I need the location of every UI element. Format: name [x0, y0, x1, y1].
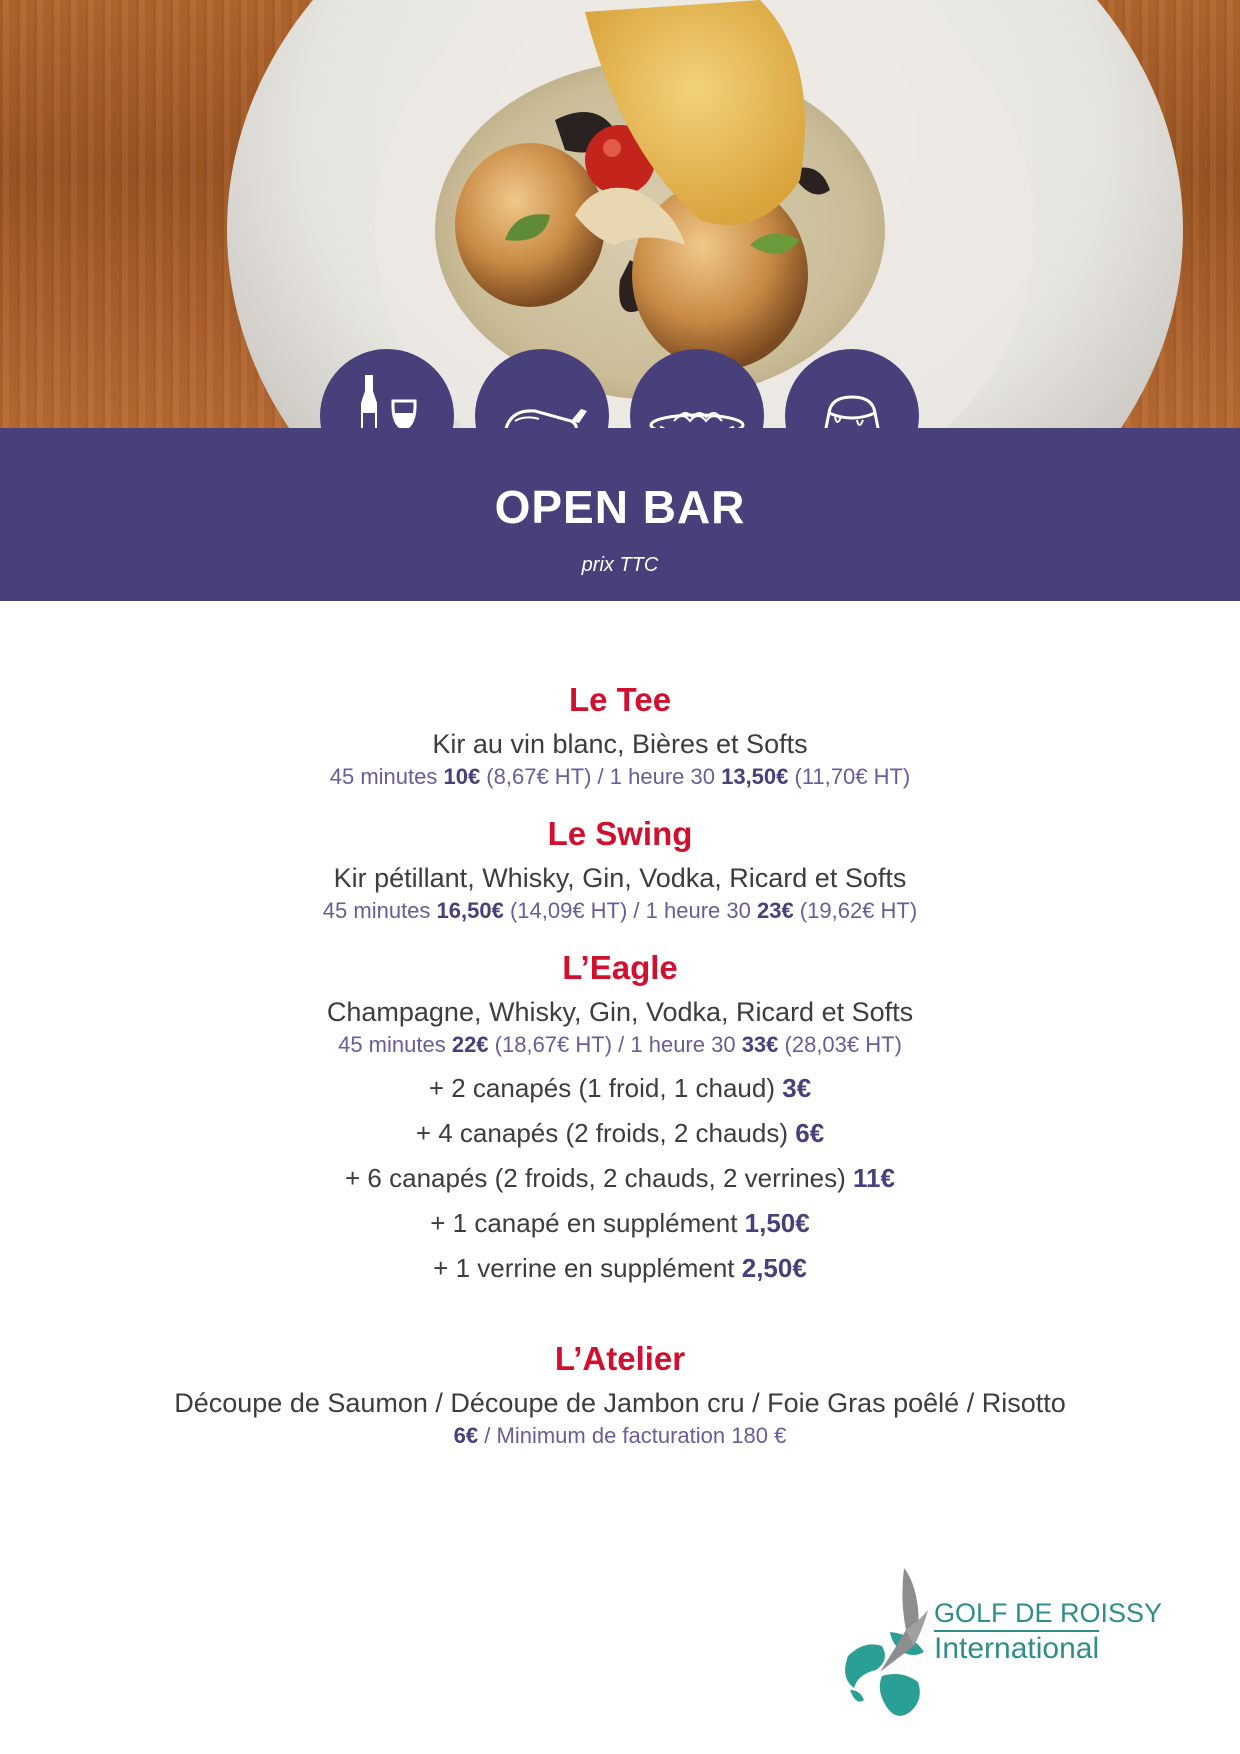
price-value-1: 10€: [443, 764, 481, 789]
price-ht-2: (28,03€ HT): [778, 1032, 902, 1057]
package-description: Découpe de Saumon / Découpe de Jambon cru / Foie Gras poêlé / Risotto: [174, 1388, 1066, 1418]
dish-illustration: [0, 0, 1240, 428]
price-duration-1: 45 minutes: [338, 1032, 452, 1057]
package-title: Le Swing: [547, 815, 693, 852]
option-text: + 1 verrine en supplément: [433, 1253, 742, 1283]
option-text: + 6 canapés (2 froids, 2 chauds, 2 verrines): [345, 1163, 854, 1193]
package-description: Kir au vin blanc, Bières et Softs: [432, 729, 808, 759]
globe-bird-logo-icon: [820, 1560, 940, 1730]
page-title: OPEN BAR: [494, 481, 746, 533]
option-line: [0, 1246, 1240, 1291]
price-note-subtitle: prix TTC: [581, 554, 659, 576]
option-price: 1,50€: [744, 1208, 810, 1238]
package-title: Le Tee: [568, 681, 672, 718]
option-text: + 2 canapés (1 froid, 1 chaud): [428, 1073, 783, 1103]
golf-de-roissy-logo: [820, 1560, 1163, 1730]
price-ht-1: (8,67€ HT) / 1 heure 30: [480, 764, 722, 789]
package-l-atelier: [0, 1337, 1240, 1451]
option-line: [0, 1066, 1240, 1111]
logo-text-international: International: [934, 1632, 1100, 1665]
option-line: [0, 1156, 1240, 1201]
hero-photo: [0, 0, 1240, 428]
price-value-2: 23€: [756, 898, 794, 923]
package-price: [0, 762, 1240, 792]
title-band: [0, 428, 1240, 601]
price-value-2: 33€: [741, 1032, 779, 1057]
package-le-swing: [0, 812, 1240, 926]
package-description: Kir pétillant, Whisky, Gin, Vodka, Ricard et Softs: [333, 863, 907, 893]
package-l-eagle: [0, 946, 1240, 1060]
price-minimum-note: / Minimum de facturation 180 €: [478, 1423, 787, 1448]
logo-text-golf-de-roissy: GOLF DE ROISSY: [934, 1598, 1163, 1628]
menu-list: [0, 678, 1240, 1471]
price-value-1: 16,50€: [436, 898, 504, 923]
option-text: + 1 canapé en supplément: [430, 1208, 745, 1238]
price-duration-1: 45 minutes: [322, 898, 437, 923]
price-value-1: 22€: [451, 1032, 489, 1057]
option-price: 6€: [795, 1118, 825, 1148]
package-title: L’Eagle: [562, 949, 678, 986]
package-description: Champagne, Whisky, Gin, Vodka, Ricard et Softs: [326, 997, 914, 1027]
option-price: 11€: [853, 1163, 895, 1193]
price-ht-2: (11,70€ HT): [788, 764, 911, 789]
package-price: [0, 1421, 1240, 1451]
package-price: [0, 896, 1240, 926]
section-spacer: [0, 1291, 1240, 1337]
package-price: [0, 1030, 1240, 1060]
option-price: 3€: [782, 1073, 812, 1103]
option-line: [0, 1111, 1240, 1156]
price-ht-1: (18,67€ HT) / 1 heure 30: [488, 1032, 742, 1057]
option-line: [0, 1201, 1240, 1246]
price-duration-1: 45 minutes: [329, 764, 444, 789]
package-le-tee: [0, 678, 1240, 792]
price-ht-2: (19,62€ HT): [793, 898, 918, 923]
price-value-1: 6€: [453, 1423, 479, 1448]
package-title: L’Atelier: [554, 1340, 686, 1377]
price-ht-1: (14,09€ HT) / 1 heure 30: [503, 898, 757, 923]
price-value-2: 13,50€: [721, 764, 789, 789]
option-price: 2,50€: [741, 1253, 807, 1283]
option-text: + 4 canapés (2 froids, 2 chauds): [415, 1118, 796, 1148]
canape-options: [0, 1066, 1240, 1291]
